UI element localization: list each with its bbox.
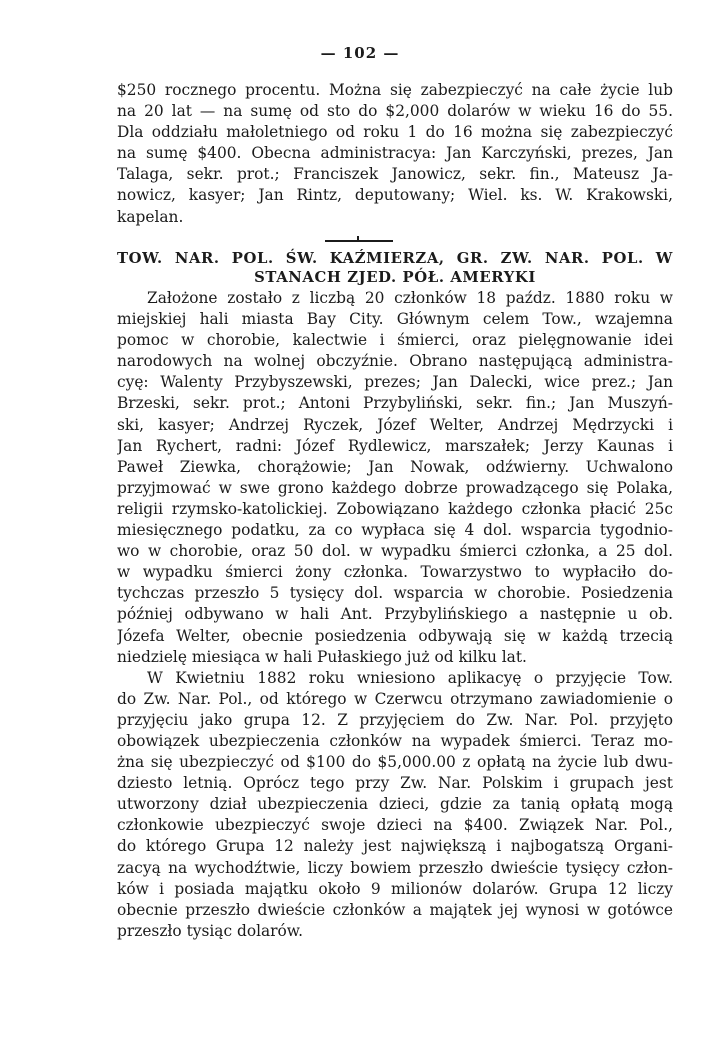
text-line: miesięcznego podatku, za co wypłaca się 4 dol. wsparcia tygodnio-: [117, 521, 673, 540]
text-line: narodowych na wolnej obczyźnie. Obrano następującą administra-: [117, 352, 673, 371]
text-line: przeszło tysiąc dolarów.: [117, 921, 304, 940]
text-line: zacyą na wychodźtwie, liczy bowiem przeszło dwieście tysięcy człon-: [117, 858, 673, 877]
text-line: Dla oddziału małoletniego od roku 1 do 16 można się zabezpieczyć: [117, 123, 673, 142]
text-line: dziesto letnią. Oprócz tego przy Zw. Nar. Polskim i grupach jest: [117, 774, 673, 793]
text-line: kapelan.: [117, 207, 184, 226]
text-line: Józefa Welter, obecnie posiedzenia odbywają się w każdą trzecią: [117, 626, 673, 645]
text-line: religii rzymsko-katolickiej. Zobowiązano każdego członka płacić 25c: [117, 499, 673, 518]
text-line: do którego Grupa 12 należy jest największą i najbogatszą Organi-: [117, 837, 673, 856]
text-line: Założone zostało z liczbą 20 członków 18 paźdz. 1880 roku w: [147, 289, 673, 307]
text-line: przyjęciu jako grupa 12. Z przyjęciem do Zw. Nar. Pol. przyjęto: [117, 710, 673, 729]
text-line: W Kwietniu 1882 roku wniesiono aplikacyę o przyjęcie Tow.: [147, 668, 673, 687]
text-line: wo w chorobie, oraz 50 dol. w wypadku śmierci członka, a 25 dol.: [117, 542, 673, 561]
text-line: w wypadku śmierci żony członka. Towarzystwo to wypłaciło do-: [117, 563, 673, 582]
text-line: cyę: Walenty Przybyszewski, prezes; Jan Dalecki, wice prez.; Jan: [117, 373, 673, 392]
text-line: ków i posiada majątku około 9 milionów dolarów. Grupa 12 liczy: [117, 879, 673, 898]
paragraph-insurance-intro: [117, 80, 673, 228]
section-heading-line-1: TOW. NAR. POL. ŚW. KAŹMIERZA, GR. ZW. NAR. POL. W: [117, 250, 673, 267]
text-line: $250 rocznego procentu. Można się zabezpieczyć na całe życie lub: [117, 81, 673, 99]
text-line: później odbywano w hali Ant. Przybylińskiego a następnie u ob.: [117, 605, 673, 624]
text-line: utworzony dział ubezpieczenia dzieci, gdzie za tanią opłatą mogą: [117, 795, 673, 814]
text-line: obowiązek ubezpieczenia członków na wypadek śmierci. Teraz mo-: [117, 731, 673, 750]
text-line: do Zw. Nar. Pol., od którego w Czerwcu otrzymano zawiadomienie o: [117, 689, 673, 708]
text-line: ski, kasyer; Andrzej Ryczek, Józef Welter, Andrzej Mędrzycki i: [117, 415, 673, 434]
text-line: żna się ubezpieczyć od $100 do $5,000.00 z opłatą na życie lub dwu-: [117, 753, 673, 772]
text-line: miejskiej hali miasta Bay City. Głównym celem Tow., wzajemna: [117, 310, 673, 329]
text-line: na sumę $400. Obecna administracya: Jan Karczyński, prezes, Jan: [117, 144, 673, 163]
section-heading-line-2: STANACH ZJED. PÓŁ. AMERYKI: [254, 269, 536, 286]
text-line: Jan Rychert, radni: Józef Rydlewicz, marszałek; Jerzy Kaunas i: [117, 436, 673, 455]
text-line: niedzielę miesiąca w hali Pułaskiego już od kilku lat.: [117, 647, 527, 666]
text-line: Brzeski, sekr. prot.; Antoni Przybyliński, sekr. fin.; Jan Muszyń-: [117, 394, 673, 413]
text-line: Paweł Ziewka, chorążowie; Jan Nowak, odźwierny. Uchwalono: [117, 457, 673, 476]
section-divider-ornament: [357, 236, 359, 242]
text-line: członkowie ubezpieczyć swoje dzieci na $400. Związek Nar. Pol.,: [117, 816, 673, 835]
text-line: przyjmować w swe grono każdego dobrze prowadzącego się Polaka,: [117, 478, 673, 497]
text-line: tychczas przeszło 5 tysięcy dol. wsparcia w chorobie. Posiedzenia: [117, 584, 673, 603]
text-line: Talaga, sekr. prot.; Franciszek Janowicz, sekr. fin., Mateusz Ja-: [117, 165, 673, 184]
text-line: na 20 lat — na sumę od sto do $2,000 dolarów w wieku 16 do 55.: [117, 102, 673, 121]
text-line: obecnie przeszło dwieście członków a majątek jej wynosi w gotówce: [117, 900, 673, 919]
text-line: pomoc w chorobie, kalectwie i śmierci, oraz pielęgnowanie idei: [117, 331, 673, 350]
paragraph-society-history: [117, 288, 673, 942]
text-line: nowicz, kasyer; Jan Rintz, deputowany; Wiel. ks. W. Krakowski,: [117, 186, 673, 205]
page-number: — 102 —: [320, 44, 400, 62]
section-divider: [325, 240, 393, 242]
